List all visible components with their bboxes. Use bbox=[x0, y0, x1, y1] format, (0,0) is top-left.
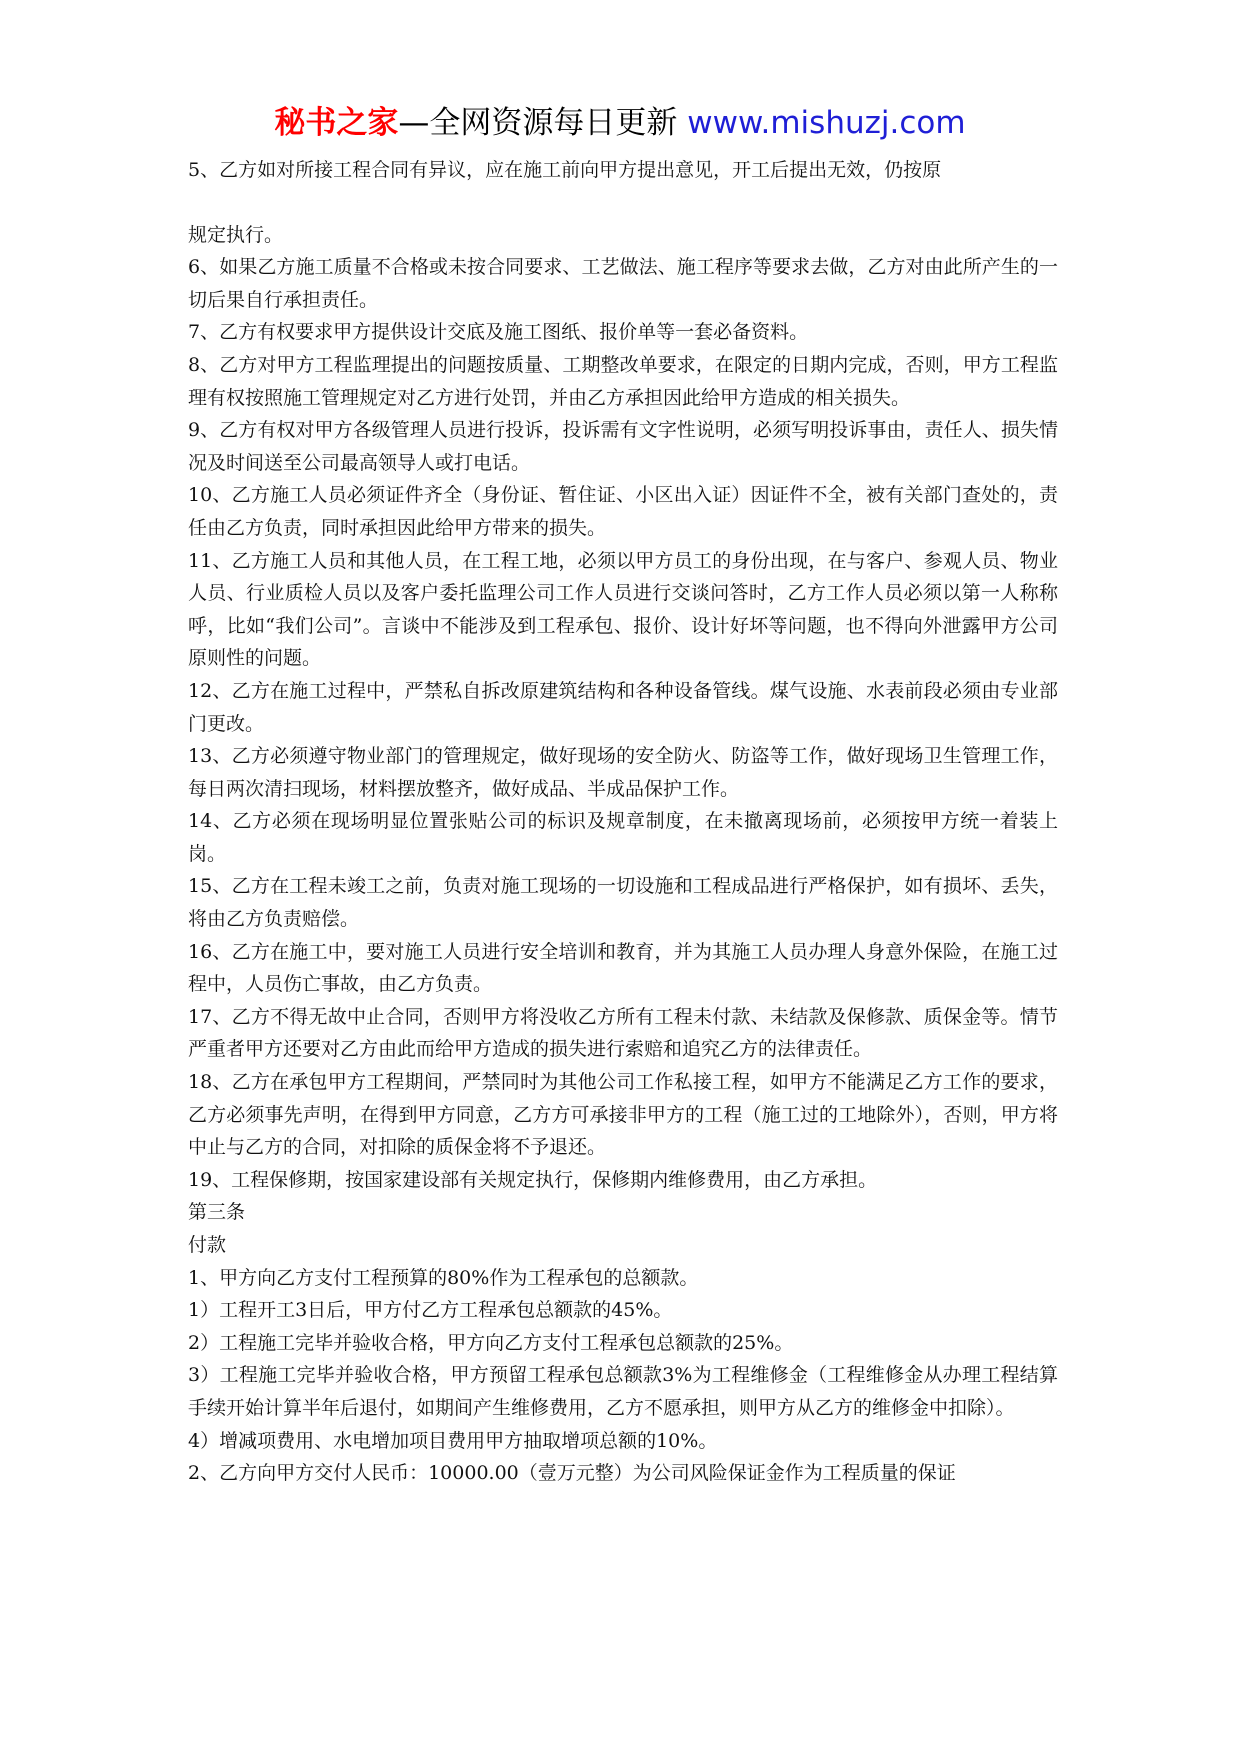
paragraph: 9、乙方有权对甲方各级管理人员进行投诉，投诉需有文字性说明，必须写明投诉事由，责任人、损失情况及时间送至公司最高领导人或打电话。 bbox=[188, 419, 1058, 474]
paragraph: 10、乙方施工人员必须证件齐全（身份证、暂住证、小区出入证）因证件不全，被有关部门查处的，责任由乙方负责，同时承担因此给甲方带来的损失。 bbox=[188, 484, 1058, 539]
paragraph: 12、乙方在施工过程中，严禁私自拆改原建筑结构和各种设备管线。煤气设施、水表前段必须由专业部门更改。 bbox=[188, 679, 1058, 735]
page-header bbox=[0, 100, 1240, 146]
paragraph: 8、乙方对甲方工程监理提出的问题按质量、工期整改单要求，在限定的日期内完成，否则，甲方工程监理有权按照施工管理规定对乙方进行处罚，并由乙方承担因此给甲方造成的相关损失。 bbox=[188, 353, 1058, 409]
paragraph: 5、乙方如对所接工程合同有异议，应在施工前向甲方提出意见，开工后提出无效，仍按原 bbox=[188, 159, 942, 181]
section-subheading: 付款 bbox=[188, 1234, 227, 1256]
paragraph: 4）增减项费用、水电增加项目费用甲方抽取增项总额的10%。 bbox=[188, 1429, 718, 1452]
header-tagline: —全网资源每日更新 bbox=[398, 105, 688, 141]
paragraph: 2、乙方向甲方交付人民币：10000.00（壹万元整）为公司风险保证金作为工程质量的保证 bbox=[188, 1462, 956, 1485]
paragraph: 规定执行。 bbox=[188, 223, 284, 246]
paragraph: 13、乙方必须遵守物业部门的管理规定，做好现场的安全防火、防盗等工作，做好现场卫生管理工作，每日两次清扫现场，材料摆放整齐，做好成品、半成品保护工作。 bbox=[188, 745, 1058, 800]
paragraph: 14、乙方必须在现场明显位置张贴公司的标识及规章制度，在未撤离现场前，必须按甲方统一着装上岗。 bbox=[188, 810, 1058, 865]
paragraph: 11、乙方施工人员和其他人员，在工程工地，必须以甲方员工的身份出现，在与客户、参观人员、物业人员、行业质检人员以及客户委托监理公司工作人员进行交谈问答时，乙方工作人员必须以第一人称称呼，比如“我们公司”。言谈中不能涉及到工程承包、报价、设计好坏等问题，也不得向外泄露甲方公司原则性的问题。 bbox=[188, 549, 1058, 670]
paragraph: 15、乙方在工程未竣工之前，负责对施工现场的一切设施和工程成品进行严格保护，如有损坏、丢失，将由乙方负责赔偿。 bbox=[188, 875, 1058, 931]
paragraph: 1、甲方向乙方支付工程预算的80%作为工程承包的总额款。 bbox=[188, 1266, 699, 1289]
header-brand: 秘书之家 bbox=[274, 105, 399, 141]
header-url-link[interactable]: www.mishuzj.com bbox=[687, 105, 966, 141]
paragraph: 7、乙方有权要求甲方提供设计交底及施工图纸、报价单等一套必备资料。 bbox=[188, 321, 809, 344]
section-heading: 第三条 bbox=[188, 1201, 246, 1224]
paragraph: 6、如果乙方施工质量不合格或未按合同要求、工艺做法、施工程序等要求去做，乙方对由此所产生的一切后果自行承担责任。 bbox=[188, 256, 1058, 311]
paragraph: 3）工程施工完毕并验收合格，甲方预留工程承包总额款3%为工程维修金（工程维修金从办理工程结算手续开始计算半年后退付，如期间产生维修费用，乙方不愿承担，则甲方从乙方的维修金中扣除）。 bbox=[188, 1364, 1058, 1419]
paragraph: 2）工程施工完毕并验收合格，甲方向乙方支付工程承包总额款的25%。 bbox=[188, 1331, 794, 1354]
paragraph: 18、乙方在承包甲方工程期间，严禁同时为其他公司工作私接工程，如甲方不能满足乙方工作的要求，乙方必须事先声明，在得到甲方同意，乙方方可承接非甲方的工程（施工过的工地除外），否则，甲方将中止与乙方的合同，对扣除的质保金将不予退还。 bbox=[188, 1071, 1058, 1159]
paragraph: 1）工程开工3日后，甲方付乙方工程承包总额款的45%。 bbox=[188, 1299, 673, 1322]
document-body bbox=[188, 154, 1058, 1490]
paragraph: 19、工程保修期，按国家建设部有关规定执行，保修期内维修费用，由乙方承担。 bbox=[188, 1168, 878, 1191]
paragraph: 16、乙方在施工中，要对施工人员进行安全培训和教育，并为其施工人员办理人身意外保险，在施工过程中，人员伤亡事故，由乙方负责。 bbox=[188, 940, 1058, 996]
paragraph: 17、乙方不得无故中止合同，否则甲方将没收乙方所有工程未付款、未结款及保修款、质保金等。情节严重者甲方还要对乙方由此而给甲方造成的损失进行索赔和追究乙方的法律责任。 bbox=[188, 1005, 1058, 1061]
